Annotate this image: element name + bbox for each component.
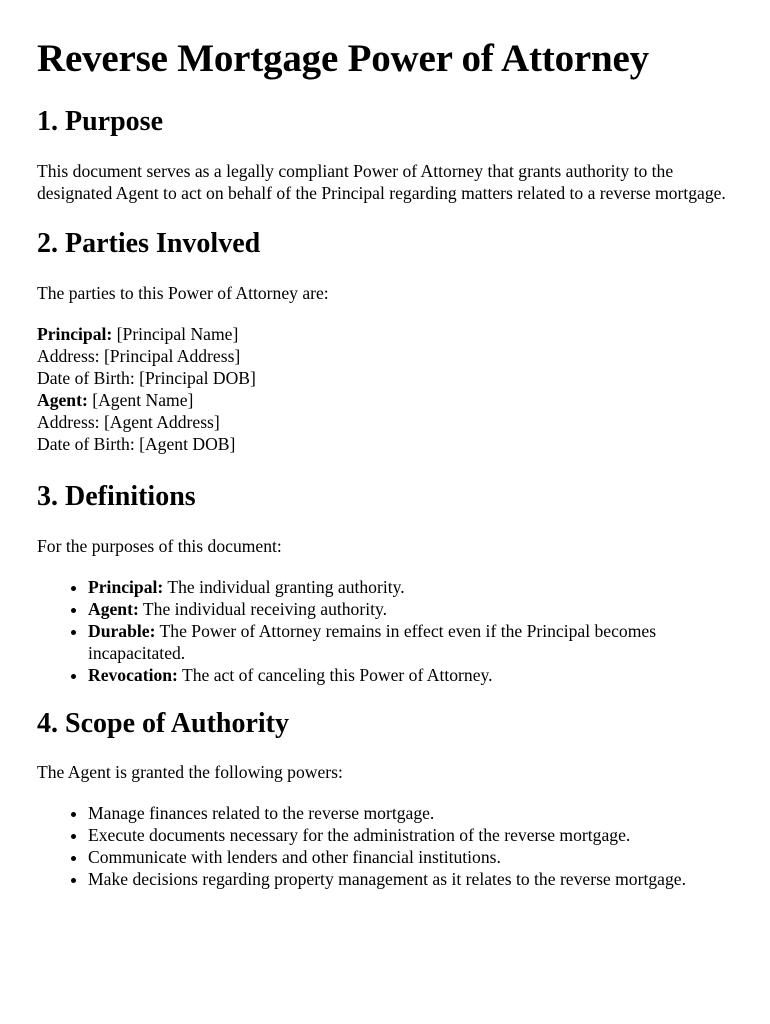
principal-address: Address: [Principal Address] bbox=[37, 346, 241, 366]
list-item bbox=[88, 576, 733, 598]
list-item bbox=[88, 598, 733, 620]
document-title: Reverse Mortgage Power of Attorney bbox=[37, 37, 649, 80]
definition-term: Principal: bbox=[88, 577, 164, 597]
list-item: • Communicate with lenders and other financial institutions. bbox=[88, 846, 733, 868]
section-heading-purpose: 1. Purpose bbox=[37, 106, 163, 137]
list-item bbox=[88, 620, 733, 664]
principal-line bbox=[37, 323, 733, 345]
agent-dob: Date of Birth: [Agent DOB] bbox=[37, 434, 236, 454]
section-heading-parties: 2. Parties Involved bbox=[37, 228, 261, 259]
purpose-paragraph: This document serves as a legally compliant Power of Attorney that grants authority to the designated Agent to act on behalf of the Principal regarding matters related to a reverse mortgage. bbox=[37, 161, 726, 203]
parties-block bbox=[37, 323, 733, 455]
agent-address: Address: [Agent Address] bbox=[37, 412, 220, 432]
list-item: • Make decisions regarding property management as it relates to the reverse mortgage. bbox=[88, 868, 733, 890]
definition-text: The individual receiving authority. bbox=[142, 599, 388, 619]
definition-term: Revocation: bbox=[88, 665, 178, 685]
definitions-intro: For the purposes of this document: bbox=[37, 536, 282, 556]
agent-label: Agent: bbox=[37, 390, 88, 410]
principal-label: Principal: bbox=[37, 324, 113, 344]
principal-dob: Date of Birth: [Principal DOB] bbox=[37, 368, 256, 388]
section-heading-definitions: 3. Definitions bbox=[37, 481, 196, 512]
scope-list bbox=[37, 802, 733, 890]
principal-name: [Principal Name] bbox=[116, 324, 239, 344]
definition-term: Durable: bbox=[88, 621, 156, 641]
section-heading-scope: 4. Scope of Authority bbox=[37, 708, 289, 739]
list-item: • Execute documents necessary for the administration of the reverse mortgage. bbox=[88, 824, 733, 846]
definitions-list bbox=[37, 576, 733, 686]
agent-line bbox=[37, 389, 733, 411]
list-item: • Manage finances related to the reverse mortgage. bbox=[88, 802, 733, 824]
definition-text: The act of canceling this Power of Attorney. bbox=[182, 665, 493, 685]
list-item bbox=[88, 664, 733, 686]
scope-intro: The Agent is granted the following powers: bbox=[37, 762, 343, 782]
definition-text: The Power of Attorney remains in effect even if the Principal becomes incapacitated. bbox=[88, 621, 657, 663]
definition-term: Agent: bbox=[88, 599, 139, 619]
definition-text: The individual granting authority. bbox=[167, 577, 405, 597]
parties-intro: The parties to this Power of Attorney are: bbox=[37, 283, 329, 303]
agent-name: [Agent Name] bbox=[92, 390, 194, 410]
